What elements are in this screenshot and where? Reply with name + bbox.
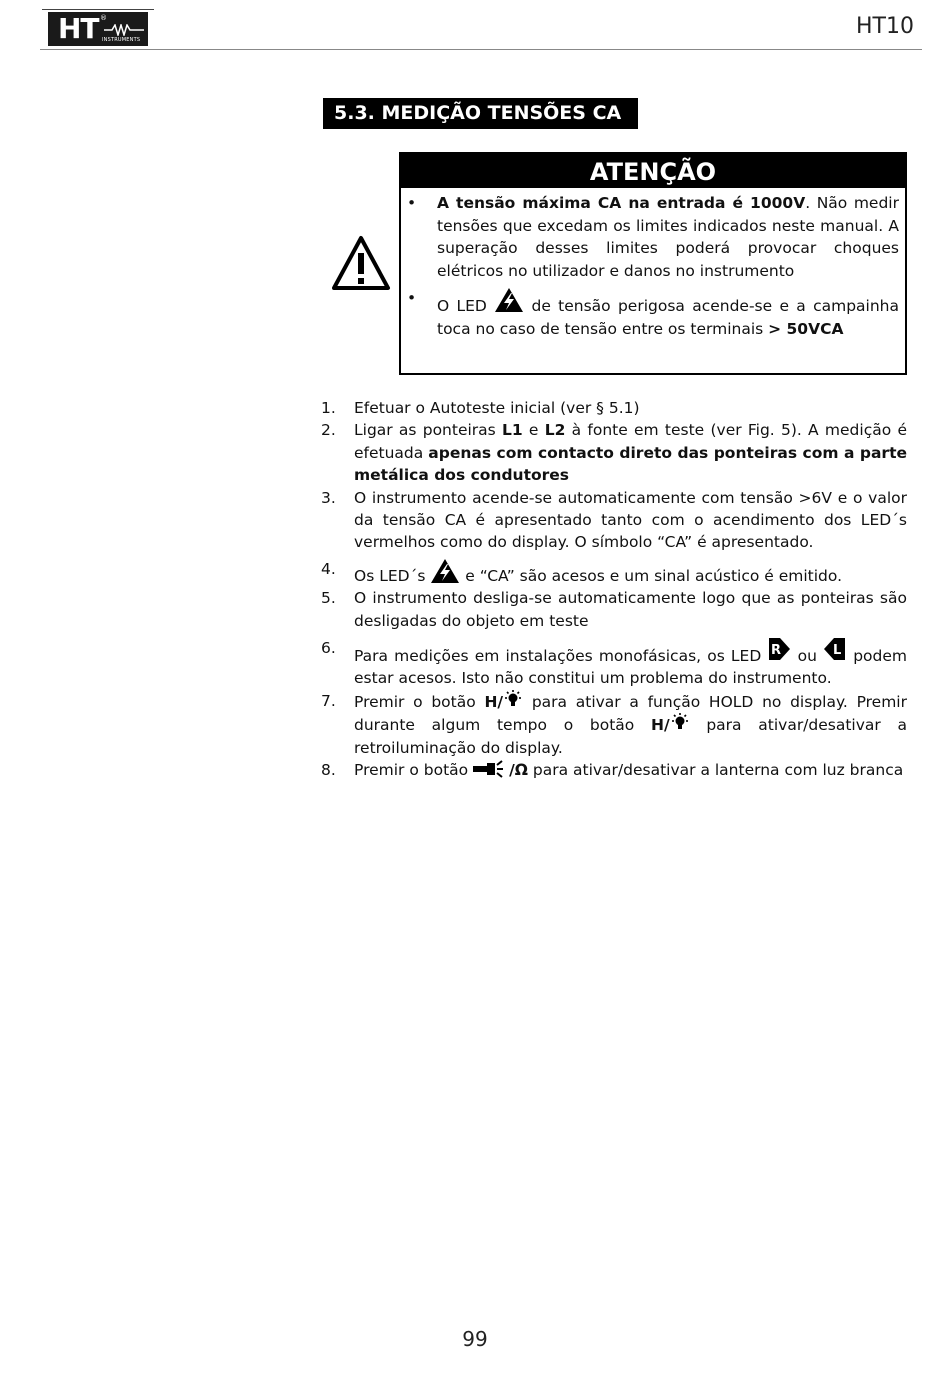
step-text: Os LED´s xyxy=(354,566,431,585)
warning-item-text: . Não medir tensões que excedam os limites indicados neste manual. A superação desses limites poderá provocar choques elétricos no utilizador e danos no instrumento xyxy=(437,194,899,280)
warning-max-voltage: A tensão máxima CA na entrada é 1000V xyxy=(437,194,806,212)
list-item xyxy=(321,397,907,419)
warning-box xyxy=(399,152,907,375)
page-number: 99 xyxy=(462,1327,488,1351)
logo-text: HT xyxy=(58,12,99,45)
step-text: Efetuar o Autoteste inicial (ver § 5.1) xyxy=(354,399,640,417)
high-voltage-led-icon xyxy=(430,558,460,584)
logo-waveform-icon xyxy=(104,24,144,36)
logo-top-rule xyxy=(42,9,154,10)
step-text: e “CA” são acesos e um sinal acústico é emitido. xyxy=(465,566,843,585)
step-number: 7. xyxy=(321,691,336,710)
step-number: 3. xyxy=(321,488,336,507)
ht-instruments-logo xyxy=(42,9,154,49)
step-text: Premir o botão xyxy=(354,761,474,780)
logo-box xyxy=(48,12,148,46)
step-number: 2. xyxy=(321,421,336,440)
step-emphasis: apenas com contacto direto das ponteiras com a parte metálica dos condutores xyxy=(354,443,907,485)
step-text: podem estar acesos. Isto não constitui um problema do instrumento. xyxy=(354,647,907,688)
list-item xyxy=(321,637,907,690)
step-number: 6. xyxy=(321,639,336,658)
step-text: para ativar a função HOLD no display. Premir durante algum tempo o botão xyxy=(354,692,907,735)
warning-triangle-icon xyxy=(331,235,391,291)
step-text: Premir o botão xyxy=(354,692,485,711)
flashlight-button-label: /Ω xyxy=(509,761,528,780)
step-text: Para medições em instalações monofásicas, os LED xyxy=(354,647,768,666)
list-item xyxy=(321,419,907,486)
hold-button-label: H/ xyxy=(484,692,504,711)
section-title: 5.3. MEDIÇÃO TENSÕES CA xyxy=(323,98,638,129)
step-text: O instrumento acende-se automaticamente com tensão >6V e o valor da tensão CA é apresentado tanto com o acendimento dos LED´s vermelhos como do display. O símbolo “CA” é apresentado. xyxy=(354,488,907,552)
step-text: para ativar/desativar a lanterna com luz branca xyxy=(532,761,904,780)
led-l-icon xyxy=(823,637,847,661)
flashlight-icon xyxy=(473,760,509,778)
probe-l2: L2 xyxy=(544,421,566,440)
high-voltage-led-icon xyxy=(494,287,524,313)
led-r-icon xyxy=(767,637,791,661)
warning-item-text: de tensão perigosa acende-se e a campainha toca no caso de tensão entre os terminais xyxy=(437,297,899,338)
step-text: para ativar/desativar a retroiluminação do display. xyxy=(354,716,907,757)
lightbulb-icon xyxy=(503,690,523,710)
step-number: 5. xyxy=(321,589,336,608)
step-number: 8. xyxy=(321,761,336,780)
logo-subtext: INSTRUMENTS xyxy=(102,37,141,43)
warning-item-text: O LED xyxy=(437,297,495,315)
bullet: • xyxy=(407,289,417,307)
header-divider xyxy=(40,49,922,50)
lightbulb-icon xyxy=(670,713,690,733)
step-text: à fonte em teste (ver Fig. 5). A medição é efetuada xyxy=(354,421,907,462)
warning-voltage-threshold: > 50VCA xyxy=(768,319,844,338)
svg-text:L: L xyxy=(833,643,842,659)
svg-text:R: R xyxy=(771,643,782,659)
list-item xyxy=(321,587,907,632)
list-item xyxy=(321,558,907,587)
list-item xyxy=(321,487,907,554)
list-item xyxy=(321,759,907,781)
probe-l1: L1 xyxy=(502,421,523,440)
step-text: ou xyxy=(797,647,824,666)
model-name: HT10 xyxy=(856,14,914,39)
step-text: O instrumento desliga-se automaticamente logo que as ponteiras são desligadas do objeto em teste xyxy=(354,589,907,630)
procedure-steps xyxy=(321,397,907,782)
list-item xyxy=(321,690,907,759)
bullet: • xyxy=(407,194,417,212)
step-text: e xyxy=(522,421,545,440)
step-text: Ligar as ponteiras xyxy=(354,421,502,440)
warning-title: ATENÇÃO xyxy=(401,154,905,188)
step-number: 4. xyxy=(321,559,336,578)
step-number: 1. xyxy=(321,399,336,417)
warning-list xyxy=(401,192,905,340)
warning-item xyxy=(401,287,905,340)
warning-item xyxy=(401,192,905,282)
registered-mark: ® xyxy=(100,14,107,22)
hold-button-label: H/ xyxy=(650,716,670,735)
